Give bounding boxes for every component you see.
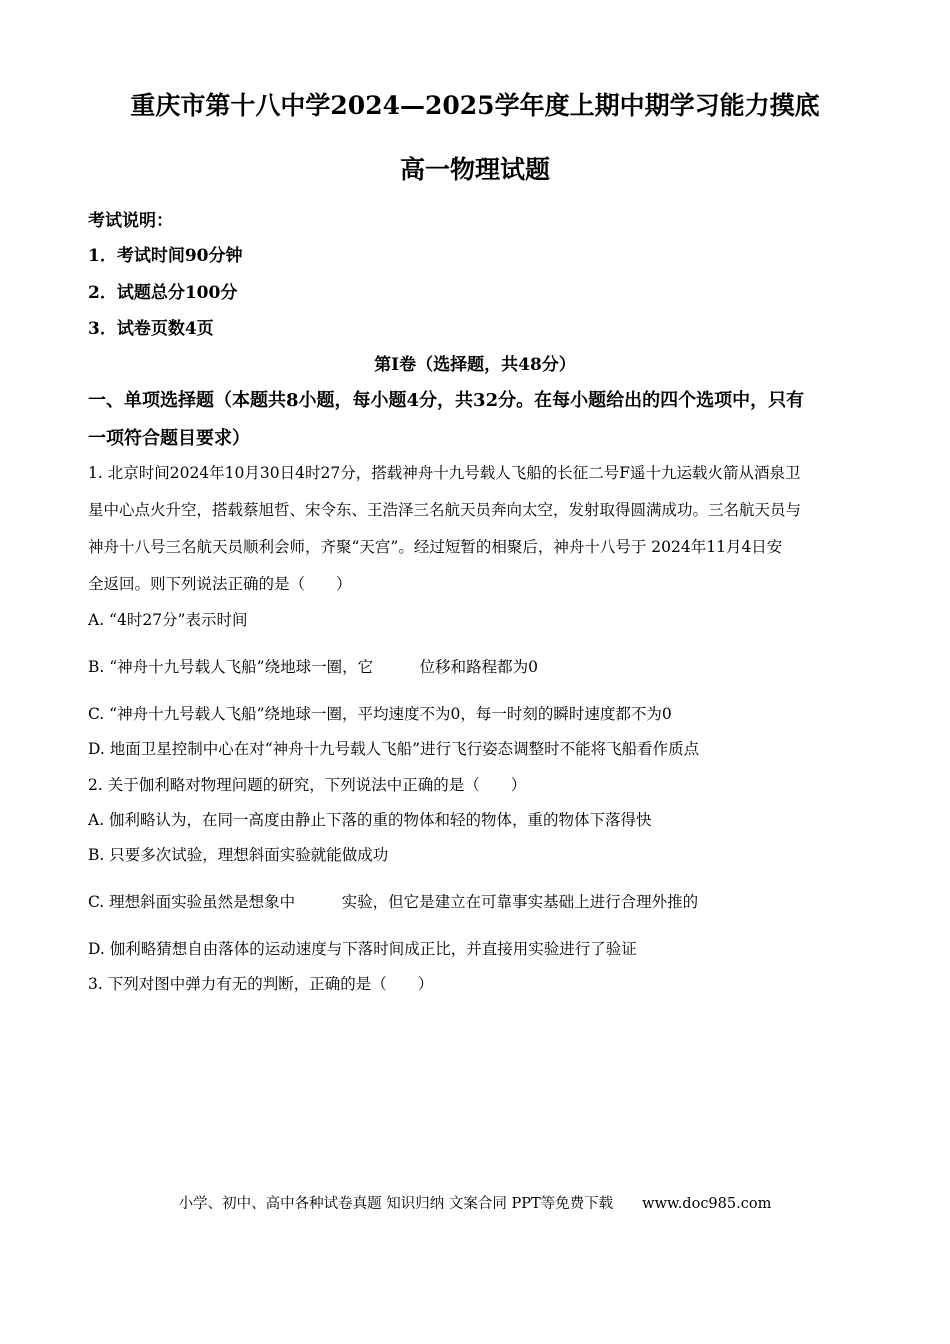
q3-stem: 3. 下列对图中弹力有无的判断，正确的是（ ）: [88, 975, 434, 993]
q1-option-a: A. “4时27分”表示时间: [88, 611, 248, 629]
q2-option-c: C. 理想斜面实验虽然是想象中 实验，但它是建立在可靠事实基础上进行合理外推的: [88, 893, 699, 911]
q2-option-a: A. 伽利略认为，在同一高度由静止下落的重的物体和轻的物体，重的物体下落得快: [88, 811, 652, 829]
page-footer: 小学、初中、高中各种试卷真题 知识归纳 文案合同 PPT等免费下载 www.doc985.com: [178, 1196, 772, 1212]
instruction-item: 3．试卷页数4页: [88, 319, 214, 339]
volume-title: 第Ⅰ卷（选择题，共48分）: [374, 355, 576, 375]
exam-title: 重庆市第十八中学2024—2025学年度上期中期学习能力摸底: [130, 91, 820, 120]
q1-option-d: D. 地面卫星控制中心在对“神舟十九号载人飞船”进行飞行姿态调整时不能将飞船看作质点: [88, 740, 700, 758]
q2-stem: 2. 关于伽利略对物理问题的研究，下列说法中正确的是（ ）: [88, 776, 527, 794]
q2-option-d: D. 伽利略猜想自由落体的运动速度与下落时间成正比，并直接用实验进行了验证: [88, 940, 637, 958]
q1-stem-line: 神舟十八号三名航天员顺利会师，齐聚“天宫”。经过短暂的相聚后，神舟十八号于 2024年11月4日安: [88, 538, 783, 556]
q1-stem-line: 星中心点火升空，搭载蔡旭哲、宋令东、王浩泽三名航天员奔向太空，发射取得圆满成功。三名航天员与: [88, 501, 802, 519]
q1-stem-line: 1. 北京时间2024年10月30日4时27分，搭载神舟十九号载人飞船的长征二号F遥十九运载火箭从酒泉卫: [88, 464, 801, 482]
q1-option-c: C. “神舟十九号载人飞船”绕地球一圈，平均速度不为0，每一时刻的瞬时速度都不为0: [88, 705, 672, 723]
exam-subtitle: 高一物理试题: [399, 155, 550, 184]
section-heading: 一、单项选择题（本题共8小题，每小题4分，共32分。在每小题给出的四个选项中，只有: [88, 390, 805, 411]
instruction-item: 2．试题总分100分: [88, 283, 238, 303]
instructions-heading: 考试说明：: [88, 211, 173, 231]
q1-option-b: B. “神舟十九号载人飞船”绕地球一圈，它 位移和路程都为0: [88, 658, 538, 676]
q2-option-b: B. 只要多次试验，理想斜面实验就能做成功: [88, 846, 389, 864]
section-heading-cont: 一项符合题目要求）: [88, 428, 250, 449]
instruction-item: 1．考试时间90分钟: [88, 246, 243, 266]
q1-stem-line: 全返回。则下列说法正确的是（ ）: [88, 575, 352, 593]
